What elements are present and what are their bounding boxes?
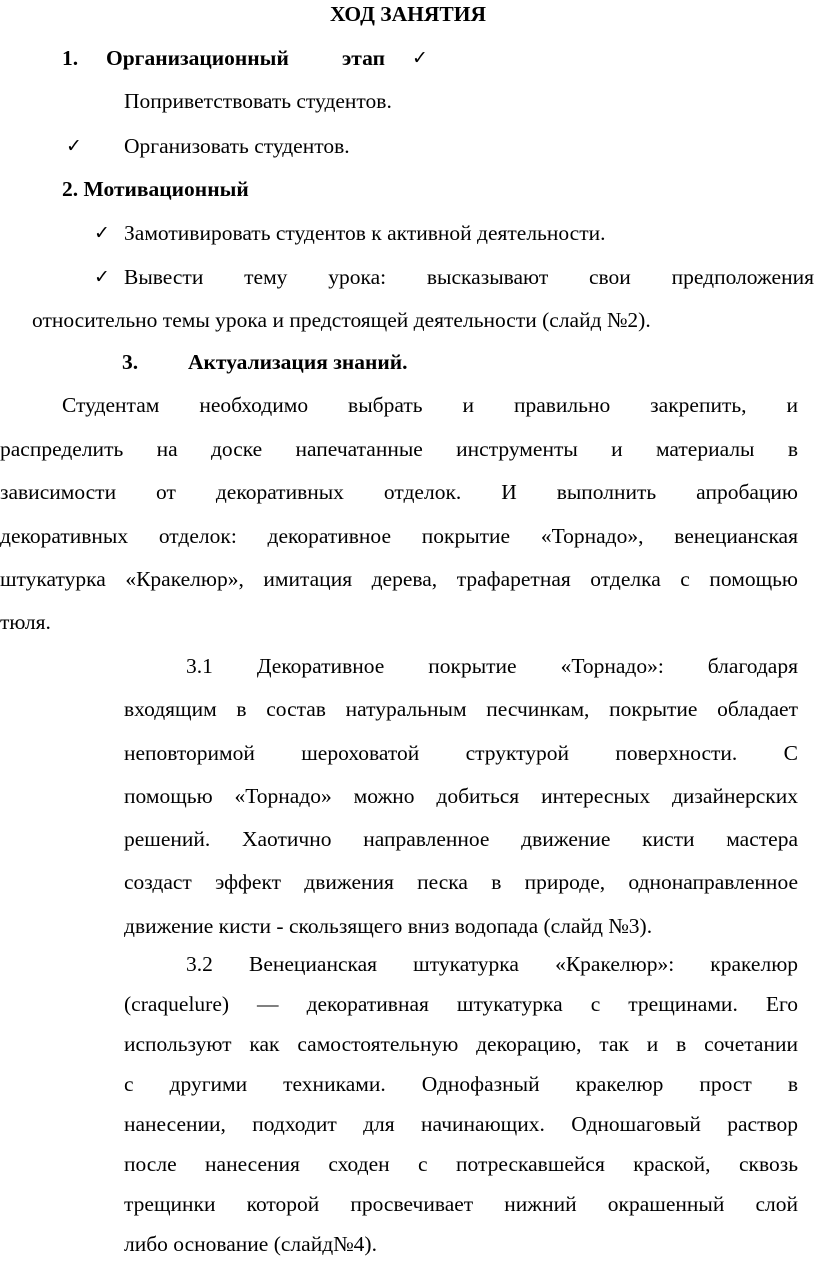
stage3-para-last: тюля. — [0, 610, 51, 634]
stage3-heading: Актуализация знаний. — [188, 350, 408, 374]
stage3-para-line: зависимости от декоративных отделок. И выполнить апробацию — [0, 480, 798, 504]
check-icon: ✓ — [94, 266, 110, 288]
stage2-item1: Замотивировать студентов к активной деятельности. — [124, 221, 606, 245]
sub31-last: движение кисти - скользящего вниз водопада (слайд №3). — [124, 914, 653, 938]
check-icon: ✓ — [94, 222, 110, 244]
stage3-para-line: декоративных отделок: декоративное покрытие «Торнадо», венецианская — [0, 524, 798, 548]
stage1-word1: Организационный — [106, 46, 289, 70]
sub32-line: используют как самостоятельную декорацию, так и в сочетании — [124, 1032, 798, 1056]
check-icon: ✓ — [412, 47, 428, 69]
stage3-para-line: Студентам необходимо выбрать и правильно закрепить, и — [62, 393, 798, 417]
sub31-line: помощью «Торнадо» можно добиться интересных дизайнерских — [124, 784, 798, 808]
sub31-line: неповторимой шероховатой структурой поверхности. С — [124, 741, 798, 765]
sub32-line: после нанесения сходен с потрескавшейся краской, сквозь — [124, 1152, 798, 1176]
stage2-item2-line2: относительно темы урока и предстоящей деятельности (слайд №2). — [32, 308, 651, 332]
stage3-para-line: штукатурка «Кракелюр», имитация дерева, трафаретная отделка с помощью — [0, 567, 798, 591]
sub32-line: 3.2 Венецианская штукатурка «Кракелюр»: кракелюр — [186, 952, 798, 976]
sub31-line: 3.1 Декоративное покрытие «Торнадо»: благодаря — [186, 654, 798, 678]
page-title: ХОД ЗАНЯТИЯ — [330, 2, 486, 26]
stage3-para-line: распределить на доске напечатанные инструменты и материалы в — [0, 437, 798, 461]
sub32-line: (craquelure) — декоративная штукатурка с трещинами. Его — [124, 992, 798, 1016]
stage2-heading: 2. Мотивационный — [62, 177, 249, 201]
stage1-greet: Поприветствовать студентов. — [124, 89, 392, 113]
sub31-line: создаст эффект движения песка в природе, однонаправленное — [124, 870, 798, 894]
check-icon: ✓ — [66, 135, 82, 157]
sub31-line: входящим в состав натуральным песчинкам, покрытие обладает — [124, 697, 798, 721]
sub32-line: трещинки которой просвечивает нижний окрашенный слой — [124, 1192, 798, 1216]
sub32-last-wrap — [124, 1232, 377, 1257]
stage1-organize: Организовать студентов. — [124, 134, 350, 158]
stage1-number: 1. — [62, 46, 79, 70]
stage2-item2-line1: Вывести тему урока: высказывают свои предположения — [124, 265, 814, 289]
sub32-last: либо основание (слайд№4). — [124, 1232, 377, 1256]
stage1-word2: этап — [342, 46, 385, 70]
sub32-line: с другими техниками. Однофазный кракелюр прост в — [124, 1072, 798, 1096]
sub31-line: решений. Хаотично направленное движение кисти мастера — [124, 827, 798, 851]
stage3-number: 3. — [122, 350, 139, 374]
sub32-line: нанесении, подходит для начинающих. Одношаговый раствор — [124, 1112, 798, 1136]
